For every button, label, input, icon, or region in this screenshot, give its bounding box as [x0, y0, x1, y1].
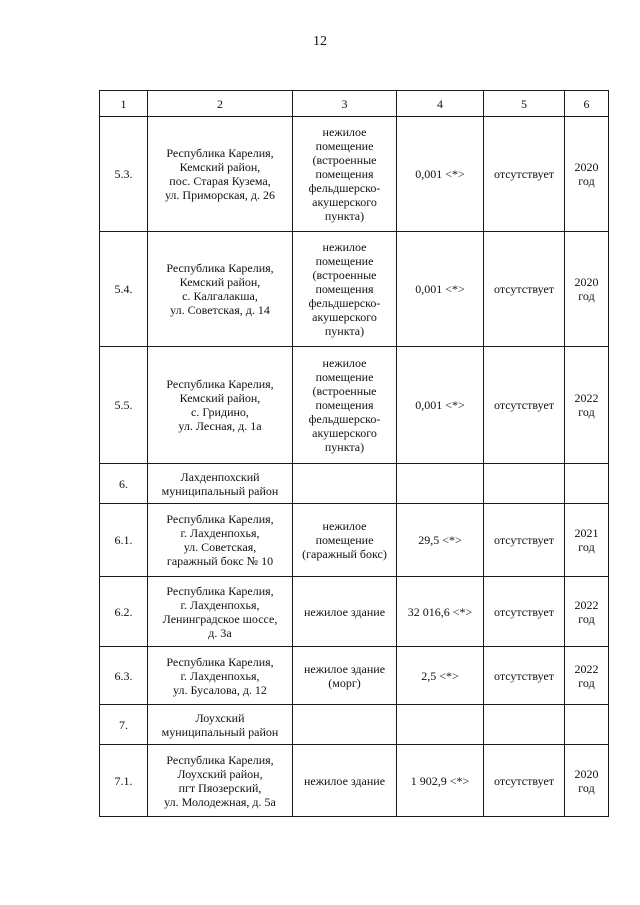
table-row [100, 504, 609, 577]
table-row [100, 232, 609, 347]
row-area: 2,5 <*> [397, 647, 484, 705]
row-number: 5.4. [100, 232, 148, 347]
row-year: 2021 год [565, 504, 609, 577]
page-number: 12 [313, 34, 327, 49]
table-header-row [100, 91, 609, 117]
row-type: нежилое помещение (гаражный бокс) [293, 504, 397, 577]
row-number: 7.1. [100, 745, 148, 817]
row-year: 2020 год [565, 117, 609, 232]
row-status: отсутствует [484, 647, 565, 705]
row-number: 7. [100, 705, 148, 745]
row-number: 6.2. [100, 577, 148, 647]
row-address: Лахденпохский муниципальный район [148, 464, 293, 504]
row-year: 2022 год [565, 347, 609, 464]
row-area: 0,001 <*> [397, 117, 484, 232]
column-header: 2 [148, 91, 293, 117]
row-type: нежилое помещение (встроенные помещения фельдшерско- акушерского пункта) [293, 117, 397, 232]
row-year: 2020 год [565, 232, 609, 347]
row-address: Республика Карелия, Лоухский район, пгт Пяозерский, ул. Молодежная, д. 5а [148, 745, 293, 817]
row-year: 2020 год [565, 745, 609, 817]
row-status [484, 464, 565, 504]
row-number: 6.1. [100, 504, 148, 577]
row-area: 29,5 <*> [397, 504, 484, 577]
column-header: 6 [565, 91, 609, 117]
row-area [397, 705, 484, 745]
row-year [565, 705, 609, 745]
row-type [293, 705, 397, 745]
table-row [100, 117, 609, 232]
row-type [293, 464, 397, 504]
table-row-section [100, 464, 609, 504]
row-address: Республика Карелия, Кемский район, пос. Старая Кузема, ул. Приморская, д. 26 [148, 117, 293, 232]
row-year [565, 464, 609, 504]
row-status [484, 705, 565, 745]
row-area: 0,001 <*> [397, 347, 484, 464]
row-status: отсутствует [484, 745, 565, 817]
row-address: Республика Карелия, г. Лахденпохья, Ленинградское шоссе, д. 3а [148, 577, 293, 647]
row-address: Республика Карелия, Кемский район, с. Гридино, ул. Лесная, д. 1а [148, 347, 293, 464]
row-type: нежилое здание (морг) [293, 647, 397, 705]
row-area: 0,001 <*> [397, 232, 484, 347]
row-status: отсутствует [484, 232, 565, 347]
table-row [100, 577, 609, 647]
row-type: нежилое помещение (встроенные помещения фельдшерско- акушерского пункта) [293, 347, 397, 464]
row-type: нежилое помещение (встроенные помещения фельдшерско- акушерского пункта) [293, 232, 397, 347]
row-year: 2022 год [565, 647, 609, 705]
row-address: Республика Карелия, г. Лахденпохья, ул. Советская, гаражный бокс № 10 [148, 504, 293, 577]
row-number: 5.5. [100, 347, 148, 464]
table-row [100, 347, 609, 464]
column-header: 5 [484, 91, 565, 117]
row-address: Республика Карелия, Кемский район, с. Калгалакша, ул. Советская, д. 14 [148, 232, 293, 347]
table-row-section [100, 705, 609, 745]
table-row [100, 745, 609, 817]
column-header: 3 [293, 91, 397, 117]
row-address: Лоухский муниципальный район [148, 705, 293, 745]
row-number: 6.3. [100, 647, 148, 705]
row-status: отсутствует [484, 504, 565, 577]
row-address: Республика Карелия, г. Лахденпохья, ул. Бусалова, д. 12 [148, 647, 293, 705]
row-type: нежилое здание [293, 577, 397, 647]
row-type: нежилое здание [293, 745, 397, 817]
column-header: 1 [100, 91, 148, 117]
table-row [100, 647, 609, 705]
row-status: отсутствует [484, 577, 565, 647]
row-year: 2022 год [565, 577, 609, 647]
row-area: 1 902,9 <*> [397, 745, 484, 817]
row-status: отсутствует [484, 117, 565, 232]
row-area [397, 464, 484, 504]
row-number: 6. [100, 464, 148, 504]
column-header: 4 [397, 91, 484, 117]
row-area: 32 016,6 <*> [397, 577, 484, 647]
row-status: отсутствует [484, 347, 565, 464]
row-number: 5.3. [100, 117, 148, 232]
property-table [99, 90, 609, 817]
